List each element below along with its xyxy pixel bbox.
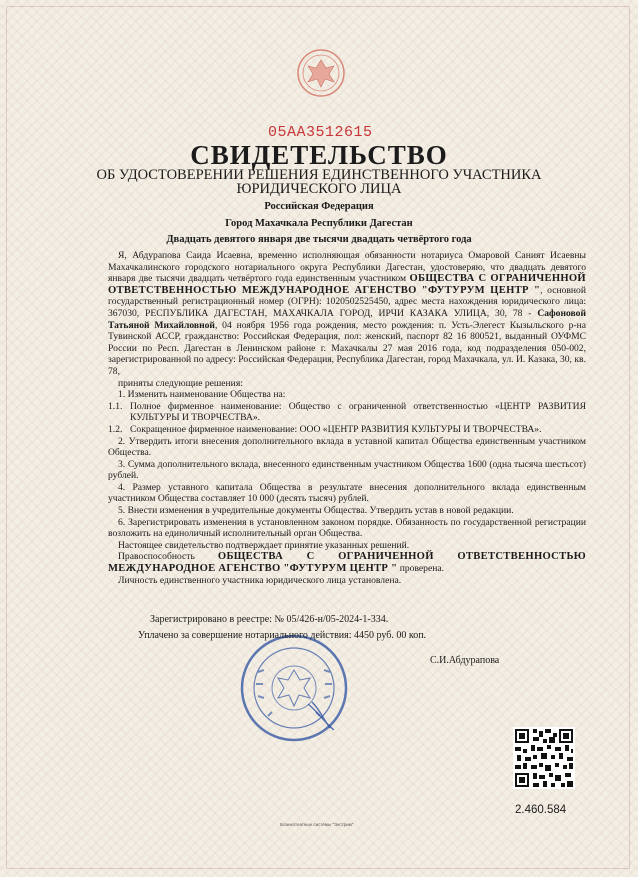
decision-1-1: 1.1. Полное фирменное наименование: Общество с ограниченной ответственностью «ЦЕНТР РАЗВИТИЯ КУЛЬТУРЫ И ТВОРЧЕСТВА». (108, 400, 586, 424)
qr-code-number: 2.460.584 (515, 804, 567, 816)
decision-4: 4. Размер уставного капитала Общества в результате внесения дополнительного вклада единственным участником Общества составляет 10 000 (десять тысяч) рублей. (108, 481, 586, 505)
coat-of-arms-emblem-icon (296, 48, 346, 98)
date-line: Двадцать девятого января две тысячи двадцать четвёртого года (166, 234, 472, 245)
document-title: СВИДЕТЕЛЬСТВО (190, 140, 448, 170)
organization-name-repeat: ОБЩЕСТВА С ОГРАНИЧЕННОЙ ОТВЕТСТВЕННОСТЬЮ МЕЖДУНАРОДНОЕ АГЕНСТВО "ФУТУРУМ ЦЕНТР " (108, 551, 586, 575)
decisions-intro: приняты следующие решения: (118, 377, 243, 389)
capacity-paragraph: Правоспособность ОБЩЕСТВА С ОГРАНИЧЕННОЙ ОТВЕТСТВЕННОСТЬЮ МЕЖДУНАРОДНОЕ АГЕНСТВО "ФУТУРУМ ЦЕНТР " проверена. (108, 551, 586, 575)
decision-2: 2. Утвердить итоги внесения дополнительного вклада в уставной капитал Общества единственным участником Общества. (108, 435, 586, 459)
document-subtitle-line1: ОБ УДОСТОВЕРЕНИИ РЕШЕНИЯ ЕДИНСТВЕННОГО УЧАСТНИКА (96, 167, 542, 183)
decision-1-2: 1.2. Сокращенное фирменное наименование: ООО «ЦЕНТР РАЗВИТИЯ КУЛЬТУРЫ И ТВОРЧЕСТВА». (108, 423, 542, 435)
signer-name: С.И.Абдурапова (430, 655, 500, 666)
notary-seal-icon (238, 632, 350, 744)
confirmation-text: Настоящее свидетельство подтверждает принятие указанных решений. (118, 539, 410, 551)
identity-text: Личность единственного участника юридического лица установлена. (118, 574, 402, 586)
country-line: Российская Федерация (264, 201, 374, 212)
registry-number: Зарегистрировано в реестре: № 05/426-н/05-2024-1-334. (150, 614, 389, 625)
decision-6: 6. Зарегистрировать изменения в установленном законом порядке. Обязанность по государственной регистрации возложить на единоличный исполнительный орган Общества. (108, 516, 586, 540)
decision-3: 3. Сумма дополнительного вклада, внесенного единственным участником Общества 1600 (одна тысяча шестьсот) рублей. (108, 458, 586, 482)
participant-details: , 04 ноября 1956 года рождения, место рождения: п. Усть-Элегест Кызыльского р-на Тувинской АССР, гражданство: Российская Федерация, пол: женский, паспорт 82 16 800521, выданный ОУФМС России по Респ. Дагестан в Ленинском районе г. Махачкалы 27 мая 2016 года, код подразделения 050-002, зарегистрированной по адресу: Российская Федерация, Республика Дагестан, город Махачкала, ул. И. Казака, 30, кв. 78, (108, 319, 586, 377)
intro-paragraph (108, 250, 586, 378)
intro-text: Я, Абдурапова Саида Исаевна, временно исполняющая обязанности нотариуса Омаровой Саният Исаевны Махачкалинского городского нотариального округа Республики Дагестан, удостоверяю, что двадцать девятого января две тысячи двадцать четвёртого года единственным участником (108, 250, 586, 285)
fee-line: Уплачено за совершение нотариального действия: 4450 руб. 00 коп. (138, 630, 427, 641)
city-line: Город Махачкала Республики Дагестан (225, 218, 413, 229)
organization-details: , основной государственный регистрационный номер (ОГРН): 1020502525450, адрес места нахождения юридического лица: 367030, РЕСПУБЛИКА ДАГЕСТАН, МАХАЧКАЛА ГОРОД, ИРЧИ КАЗАКА УЛИЦА, 30, 78 - (108, 284, 586, 319)
document-subtitle-line2: ЮРИДИЧЕСКОГО ЛИЦА (236, 181, 402, 197)
decision-5: 5. Внести изменения в учредительные документы Общества. Утвердить устав в новой редакции. (118, 505, 514, 517)
qr-code-icon (513, 727, 575, 789)
serial-number: 05АА3512615 (268, 124, 373, 141)
certificate-body (108, 250, 586, 586)
decision-1: 1. Изменить наименование Общества на: (118, 389, 286, 401)
participant-name: Сафоновой Татьяной Михайловной (108, 307, 586, 331)
blank-manufacturer-footer: Бланкотеатные системы "Экстрим" (280, 822, 354, 827)
organization-name: ОБЩЕСТВА С ОГРАНИЧЕННОЙ ОТВЕТСТВЕННОСТЬЮ МЕЖДУНАРОДНОЕ АГЕНСТВО "ФУТУРУМ ЦЕНТР " (108, 273, 586, 296)
